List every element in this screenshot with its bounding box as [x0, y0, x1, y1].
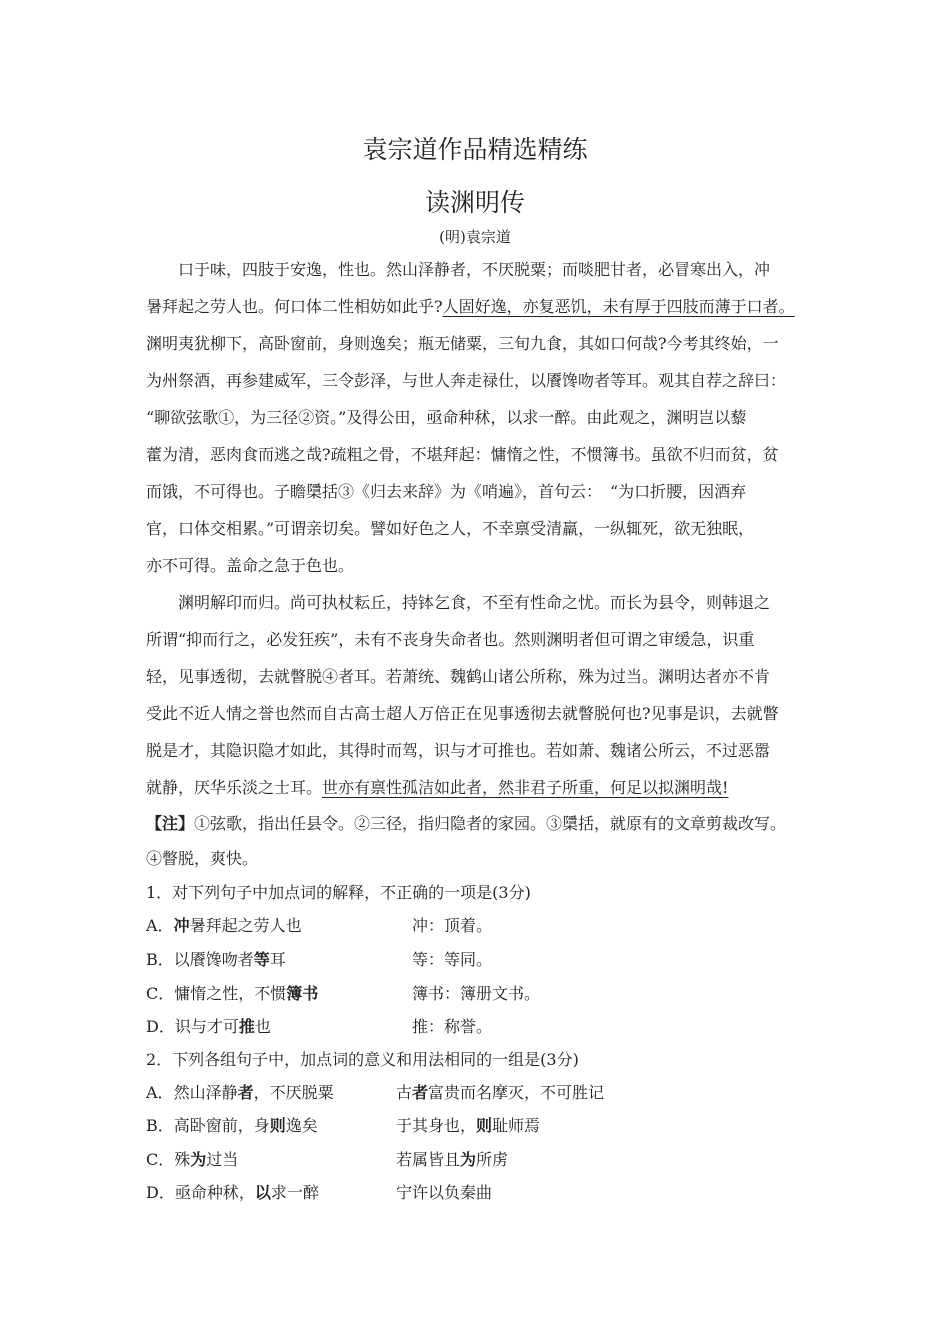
q1-option-c-gloss: 簿书：簿册文书。: [412, 984, 541, 1003]
para2-line: 轻，见事透彻，去就瞥脱④者耳。若萧统、魏鹤山诸公所称，殊为过当。渊明达者亦不肯: [146, 667, 771, 686]
option-text: 逸矣: [285, 1116, 318, 1135]
para2-line: 受此不近人情之誉也然而自古高士超人万倍正在见事透彻去就瞥脱何也?见事是识，去就瞥: [146, 704, 779, 723]
q1-option-b-gloss: 等：等同。: [412, 950, 493, 969]
option-text: 古: [396, 1083, 413, 1102]
q2-option-a-right: [396, 1082, 604, 1104]
para1-line: 而饿，不可得也。子瞻檃括③《归去来辞》为《哨遍》，首句云： “为口折腰，因酒弃: [146, 482, 747, 501]
option-label: A．: [146, 1083, 174, 1102]
main-title: 袁宗道作品精选精练: [362, 135, 588, 164]
option-text: 所虏: [476, 1150, 509, 1169]
option-text: 暑拜起之劳人也: [189, 916, 302, 935]
option-text: 求一醉: [270, 1183, 319, 1202]
option-text: 富贵而名摩灭，不可胜记: [428, 1083, 605, 1102]
para2-line: 脱是才，其隐识隐才如此，其得时而驾，识与才可推也。若如萧、魏诸公所云，不过恶嚣: [146, 741, 771, 760]
para1-line: “聊欲弦歌①，为三径②资。”及得公田，亟命种秫，以求一醉。由此观之，渊明岂以藜: [146, 408, 747, 427]
q2-option-d: [146, 1182, 319, 1204]
q1-option-d-gloss: 推：称誉。: [412, 1017, 493, 1036]
question-1-stem: 1．对下列句子中加点词的解释，不正确的一项是(3分): [146, 883, 531, 902]
dotted-word: 为: [190, 1150, 207, 1169]
dotted-word: 者: [237, 1083, 254, 1102]
para1-line: 官，口体交相累。”可谓亲切矣。譬如好色之人，不幸禀受清羸，一纵辄死，欲无独眠，: [146, 519, 755, 538]
para1-line: 口于味，四肢于安逸，性也。然山泽静者，不厌脱粟；而啖肥甘者，必冒寒出入，冲: [178, 260, 771, 279]
option-label: D．: [146, 1017, 175, 1036]
para1-line: 藿为清，恶肉食而逃之哉?疏粗之骨，不堪拜起：慵惰之性，不惯簿书。虽欲不归而贫，贫: [146, 445, 779, 464]
para2-line: 渊明解印而归。尚可执杖耘丘，持钵乞食，不至有性命之忧。而长为县令，则韩退之: [178, 593, 771, 612]
underlined-sentence: 世亦有禀性孤洁如此者，然非君子所重，何足以拟渊明哉!: [322, 778, 729, 797]
option-text: 亟命种秫，: [174, 1183, 255, 1202]
q2-option-d-right: 宁许以负秦曲: [396, 1183, 493, 1202]
q1-option-a: [146, 915, 302, 937]
notes-label: 【注】: [146, 814, 195, 833]
q1-option-c: [146, 983, 318, 1005]
dotted-word: 者: [412, 1083, 429, 1102]
option-text: 慵惰之性，不惯: [174, 984, 287, 1003]
q2-option-c: [146, 1149, 238, 1171]
option-label: D．: [146, 1183, 175, 1202]
q2-option-a: [146, 1082, 334, 1104]
dotted-word: 簿书: [286, 984, 319, 1003]
para1-line: 渊明夷犹柳下，高卧窗前，身则逸矣；瓶无储粟，三旬九食，其如口何哉?今考其终始，一: [146, 334, 779, 353]
question-2-stem: 2．下列各组句子中，加点词的意义和用法相同的一组是(3分): [146, 1050, 579, 1069]
option-text: 耻师焉: [492, 1116, 541, 1135]
author: (明)袁宗道: [439, 228, 511, 246]
subtitle: 读渊明传: [424, 188, 525, 217]
notes-line: ④瞥脱，爽快。: [146, 849, 259, 868]
q1-option-d: [146, 1016, 271, 1038]
dotted-word: 为: [460, 1150, 477, 1169]
option-text: ，不厌脱粟: [253, 1083, 334, 1102]
dotted-word: 冲: [173, 916, 190, 935]
q2-option-b: [146, 1115, 318, 1137]
q2-option-b-right: [396, 1115, 540, 1137]
option-text: 于其身也，: [396, 1116, 477, 1135]
dotted-word: 等: [253, 950, 270, 969]
q1-option-b: [146, 949, 286, 971]
option-text: 识与才可: [174, 1017, 239, 1036]
dotted-word: 则: [476, 1116, 493, 1135]
option-text: 殊: [174, 1150, 191, 1169]
notes-text: ①弦歌，指出任县令。②三径，指归隐者的家园。③檃括，就原有的文章剪裁改写。: [194, 814, 787, 833]
option-label: C．: [146, 984, 175, 1003]
option-text: 若属皆且: [396, 1150, 461, 1169]
option-text: 以餍馋吻者: [173, 950, 254, 969]
para1-line: 亦不可得。盖命之急于色也。: [146, 556, 355, 575]
dotted-word: 推: [238, 1017, 255, 1036]
q1-option-a-gloss: 冲：顶着。: [412, 916, 493, 935]
para2-line: 所谓“抑而行之，必发狂疾”，未有不丧身失命者也。然则渊明者但可谓之审缓急，识重: [146, 630, 755, 649]
option-text: 高卧窗前，身: [173, 1116, 270, 1135]
notes-line: [146, 813, 786, 835]
dotted-word: 以: [254, 1183, 271, 1202]
para1-line: 为州祭酒，再参建威军，三令彭泽，与世人奔走禄仕，以餍馋吻者等耳。观其自荐之辞曰：: [146, 371, 787, 390]
option-text: 过当: [206, 1150, 239, 1169]
para1-text: 暑拜起之劳人也。何口体二性相妨如此乎?: [146, 297, 443, 316]
para2-text: 就静，厌华乐淡之士耳。: [146, 778, 323, 797]
option-label: A．: [146, 916, 174, 935]
para1-line: [146, 296, 795, 318]
option-label: B．: [146, 1116, 174, 1135]
underlined-sentence: 人固好逸，亦复恶饥，未有厚于四肢而薄于口者。: [442, 297, 795, 316]
option-text: 耳: [269, 950, 286, 969]
option-text: 也: [254, 1017, 271, 1036]
dotted-word: 则: [269, 1116, 286, 1135]
para2-line: [146, 777, 728, 799]
option-text: 然山泽静: [173, 1083, 238, 1102]
option-label: B．: [146, 950, 174, 969]
q2-option-c-right: [396, 1149, 508, 1171]
option-label: C．: [146, 1150, 175, 1169]
